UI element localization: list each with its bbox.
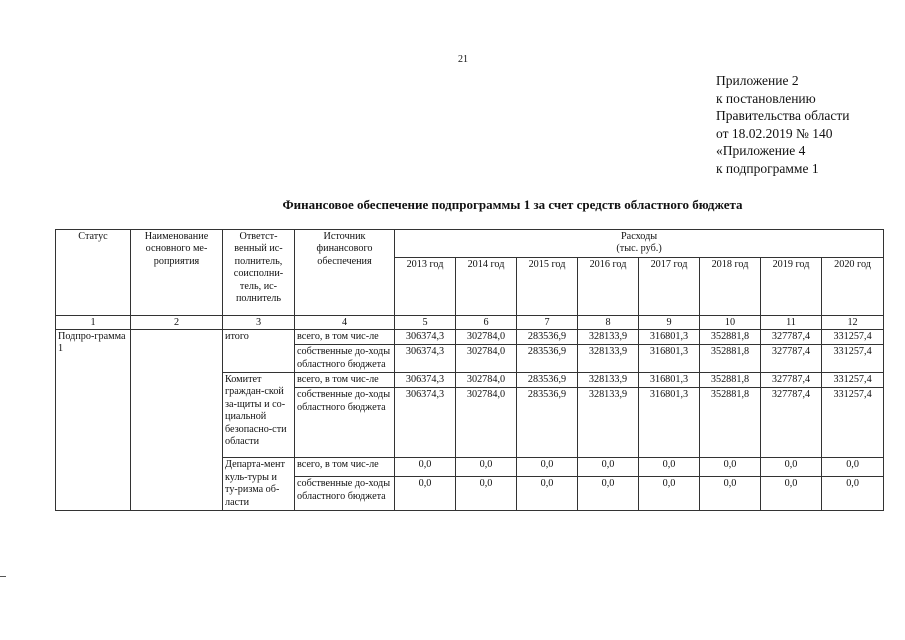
- column-number: 6: [456, 315, 517, 329]
- column-number: 7: [517, 315, 578, 329]
- margin-mark: [0, 576, 6, 577]
- value-cell: 0,0: [639, 477, 700, 511]
- value-cell: 327787,4: [761, 388, 822, 458]
- value-cell: 0,0: [761, 458, 822, 477]
- header-year: 2020 год: [822, 257, 884, 315]
- value-cell: 328133,9: [578, 388, 639, 458]
- value-cell: 302784,0: [456, 388, 517, 458]
- column-number: 3: [223, 315, 295, 329]
- value-cell: 331257,4: [822, 388, 884, 458]
- column-number: 1: [56, 315, 131, 329]
- value-cell: 0,0: [517, 458, 578, 477]
- header-row: [56, 230, 884, 258]
- value-cell: 283536,9: [517, 388, 578, 458]
- column-number: 4: [295, 315, 395, 329]
- appendix-line: от 18.02.2019 № 140: [716, 125, 833, 141]
- value-cell: 306374,3: [395, 373, 456, 388]
- column-number: 12: [822, 315, 884, 329]
- header-status: Статус: [56, 230, 131, 316]
- responsible-cell: итого: [223, 329, 295, 372]
- value-cell: 327787,4: [761, 373, 822, 388]
- value-cell: 302784,0: [456, 329, 517, 344]
- source-cell: собственные до-ходы областного бюджета: [295, 477, 395, 511]
- column-number: 8: [578, 315, 639, 329]
- header-year: 2017 год: [639, 257, 700, 315]
- header-year: 2015 год: [517, 257, 578, 315]
- value-cell: 352881,8: [700, 345, 761, 373]
- value-cell: 0,0: [456, 458, 517, 477]
- header-name: Наименование основного ме-роприятия: [131, 230, 223, 316]
- value-cell: 0,0: [395, 458, 456, 477]
- column-number: 11: [761, 315, 822, 329]
- document-title: Финансовое обеспечение подпрограммы 1 за счет средств областного бюджета: [282, 197, 743, 212]
- appendix-line: Приложение 2: [716, 73, 799, 88]
- column-number: 10: [700, 315, 761, 329]
- column-number: 5: [395, 315, 456, 329]
- header-year: 2013 год: [395, 257, 456, 315]
- appendix-line: к постановлению: [716, 90, 816, 106]
- value-cell: 283536,9: [517, 329, 578, 344]
- source-cell: всего, в том чис-ле: [295, 458, 395, 477]
- source-cell: собственные до-ходы областного бюджета: [295, 345, 395, 373]
- appendix-block: [716, 72, 849, 177]
- finance-table: [55, 229, 884, 511]
- value-cell: 316801,3: [639, 345, 700, 373]
- value-cell: 0,0: [700, 458, 761, 477]
- column-number: 9: [639, 315, 700, 329]
- value-cell: 0,0: [822, 477, 884, 511]
- value-cell: 316801,3: [639, 388, 700, 458]
- header-year: 2016 год: [578, 257, 639, 315]
- value-cell: 331257,4: [822, 345, 884, 373]
- value-cell: 331257,4: [822, 373, 884, 388]
- header-expenses-unit: (тыс. руб.): [616, 243, 662, 255]
- value-cell: 306374,3: [395, 345, 456, 373]
- source-cell: всего, в том чис-ле: [295, 329, 395, 344]
- header-expenses: [395, 230, 884, 258]
- value-cell: 328133,9: [578, 373, 639, 388]
- column-number-row: [56, 315, 884, 329]
- value-cell: 328133,9: [578, 345, 639, 373]
- header-source: Источник финансового обеспечения: [295, 230, 395, 316]
- header-year: 2019 год: [761, 257, 822, 315]
- appendix-line: Правительства области: [716, 108, 850, 123]
- header-expenses-label: Расходы: [621, 231, 658, 242]
- page-number: 21: [458, 54, 468, 65]
- source-cell: собственные до-ходы областного бюджета: [295, 388, 395, 458]
- value-cell: 0,0: [578, 458, 639, 477]
- status-cell: Подпро-грамма 1: [56, 329, 131, 510]
- source-cell: всего, в том чис-ле: [295, 373, 395, 388]
- value-cell: 327787,4: [761, 345, 822, 373]
- responsible-cell: Комитет граждан-ской за-щиты и со-циальной безопасно-сти области: [223, 373, 295, 458]
- value-cell: 302784,0: [456, 373, 517, 388]
- responsible-cell: Департа-мент куль-туры и ту-ризма об-ласти: [223, 458, 295, 511]
- value-cell: 0,0: [395, 477, 456, 511]
- appendix-line: к подпрограмме 1: [716, 160, 819, 176]
- value-cell: 352881,8: [700, 373, 761, 388]
- value-cell: 0,0: [700, 477, 761, 511]
- value-cell: 306374,3: [395, 388, 456, 458]
- header-year: 2018 год: [700, 257, 761, 315]
- value-cell: 283536,9: [517, 345, 578, 373]
- value-cell: 352881,8: [700, 388, 761, 458]
- value-cell: 328133,9: [578, 329, 639, 344]
- header-responsible: Ответст-венный ис-полнитель, соисполни-тель, ис-полнитель: [223, 230, 295, 316]
- value-cell: 331257,4: [822, 329, 884, 344]
- value-cell: 0,0: [578, 477, 639, 511]
- value-cell: 0,0: [517, 477, 578, 511]
- value-cell: 283536,9: [517, 373, 578, 388]
- appendix-line: «Приложение 4: [716, 143, 806, 158]
- value-cell: 0,0: [456, 477, 517, 511]
- column-number: 2: [131, 315, 223, 329]
- value-cell: 0,0: [822, 458, 884, 477]
- value-cell: 302784,0: [456, 345, 517, 373]
- value-cell: 316801,3: [639, 329, 700, 344]
- value-cell: 306374,3: [395, 329, 456, 344]
- value-cell: 0,0: [761, 477, 822, 511]
- value-cell: 327787,4: [761, 329, 822, 344]
- measure-name-cell: [131, 329, 223, 510]
- value-cell: 0,0: [639, 458, 700, 477]
- value-cell: 352881,8: [700, 329, 761, 344]
- value-cell: 316801,3: [639, 373, 700, 388]
- header-year: 2014 год: [456, 257, 517, 315]
- table-row: [56, 329, 884, 344]
